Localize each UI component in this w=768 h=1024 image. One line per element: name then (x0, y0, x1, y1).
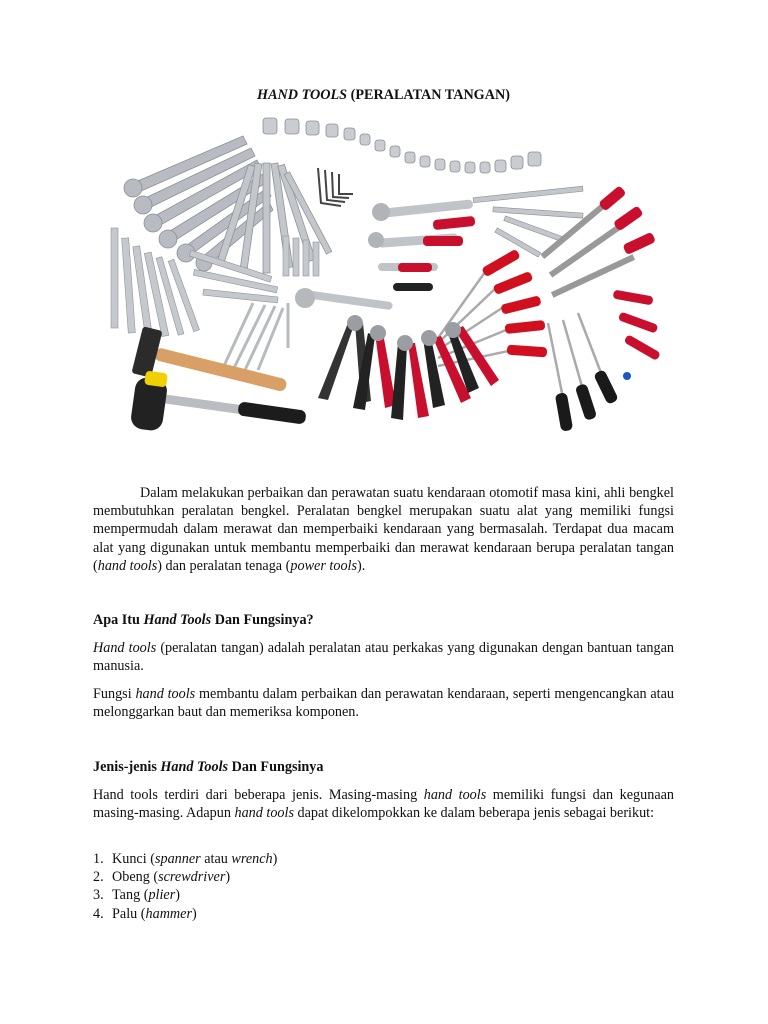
list-item: 1. Kunci (spanner atau wrench) (93, 851, 278, 867)
list-item: 3. Tang (plier) (93, 887, 180, 904)
files (540, 185, 656, 298)
types-paragraph: Hand tools terdiri dari beberapa jenis. Masing-masing hand tools memiliki fungsi dan kegunaan masing-masing. Adapun hand tools dapat dikelompokkan ke dalam beberapa jenis sebagai berikut: (93, 787, 675, 822)
section-heading-what-is: Apa Itu Hand Tools Dan Fungsinya? (93, 612, 314, 628)
definition-paragraph: Hand tools (peralatan tangan) adalah peralatan atau perkakas yang digunakan dengan bantuan tangan manusia. (93, 640, 674, 675)
chisels (223, 303, 288, 370)
extension-bars (473, 186, 583, 257)
ratchet-handles (368, 199, 475, 291)
page-title: HAND TOOLS (PERALATAN TANGAN) (257, 87, 510, 103)
function-paragraph: Fungsi hand tools membantu dalam perbaikan dan perawatan kendaraan, seperti mengencangkan atau melonggarkan baut dan memeriksa komponen. (93, 686, 675, 721)
hand-tools-photo (93, 108, 674, 448)
section-heading-types: Jenis-jenis Hand Tools Dan Fungsinya (93, 759, 324, 775)
socket-set (263, 118, 541, 173)
list-item: 2. Obeng (screwdriver) (93, 869, 231, 886)
pliers (318, 315, 499, 420)
intro-paragraph: Dalam melakukan perbaikan dan perawatan suatu kendaraan otomotif masa kini, ahli bengkel membutuhkan peralatan bengkel. Peralatan bengkel merupakan suatu alat yang memiliki fungsi mempermudah dalam merawat dan memperbaiki kendaraan yang bermasalah. Terdapat dua macam alat yang digunakan untuk membantu memperbaiki dan merawat kendaraan berupa peralatan tangan (hand tools) dan peralatan tenaga (power tools). (93, 485, 674, 574)
list-item: 4. Palu (hammer) (93, 905, 197, 922)
adjustable-wrench (295, 288, 393, 310)
tool-types-list (93, 850, 277, 923)
hex-keys (318, 168, 353, 206)
